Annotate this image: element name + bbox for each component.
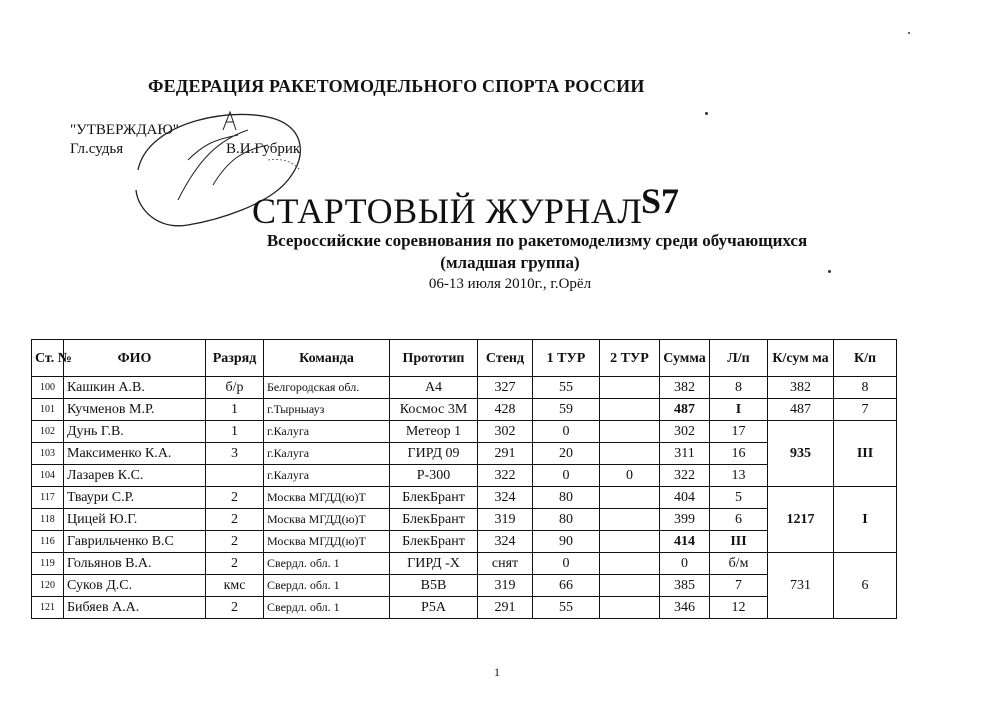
results-body: [32, 377, 897, 619]
competition-group: (младшая группа): [440, 253, 580, 272]
round1-score: 66: [533, 575, 600, 597]
stand-score: 291: [478, 597, 533, 619]
total-sum: 487: [660, 399, 710, 421]
table-row: [32, 553, 897, 575]
header-rank: Разряд: [206, 340, 264, 377]
stand-score: 428: [478, 399, 533, 421]
rank: 2: [206, 597, 264, 619]
table-row: [32, 575, 897, 597]
round2-score: [600, 377, 660, 399]
table-row: [32, 421, 897, 443]
place: 17: [710, 421, 768, 443]
rank: б/р: [206, 377, 264, 399]
round2-score: [600, 531, 660, 553]
total-sum: 414: [660, 531, 710, 553]
athlete-name: Суков Д.С.: [64, 575, 206, 597]
prototype: Метеор 1: [390, 421, 478, 443]
start-number: 101: [32, 399, 64, 421]
table-header-row: [32, 340, 897, 377]
table-row: [32, 443, 897, 465]
rank: 3: [206, 443, 264, 465]
table-row: [32, 531, 897, 553]
place: I: [710, 399, 768, 421]
start-number: 116: [32, 531, 64, 553]
rank: 1: [206, 399, 264, 421]
header-sum: Сумма: [660, 340, 710, 377]
place: 13: [710, 465, 768, 487]
rank: 2: [206, 509, 264, 531]
athlete-name: Гаврильченко В.С: [64, 531, 206, 553]
competition-dates: 06-13 июля 2010г., г.Орёл: [428, 276, 592, 292]
prototype: Р5А: [390, 597, 478, 619]
round1-score: 80: [533, 509, 600, 531]
prototype: БлекБрант: [390, 531, 478, 553]
header-team-place: К/п: [834, 340, 897, 377]
start-number: 119: [32, 553, 64, 575]
round1-score: 55: [533, 377, 600, 399]
team-place: I: [834, 487, 897, 553]
round1-score: 90: [533, 531, 600, 553]
header-round1: 1 ТУР: [533, 340, 600, 377]
header-stand: Стенд: [478, 340, 533, 377]
team-place: 6: [834, 553, 897, 619]
chief-judge-name: В.И.Губрик: [226, 141, 301, 157]
start-number: 103: [32, 443, 64, 465]
total-sum: 322: [660, 465, 710, 487]
round1-score: 0: [533, 421, 600, 443]
table-row: [32, 509, 897, 531]
round1-score: 0: [533, 465, 600, 487]
round2-score: [600, 399, 660, 421]
team-sum: 487: [768, 399, 834, 421]
place: 7: [710, 575, 768, 597]
table-row: [32, 465, 897, 487]
team-place: 7: [834, 399, 897, 421]
team: Москва МГДД(ю)Т: [264, 487, 390, 509]
athlete-name: Лазарев К.С.: [64, 465, 206, 487]
athlete-name: Бибяев А.А.: [64, 597, 206, 619]
team: Свердл. обл. 1: [264, 553, 390, 575]
total-sum: 0: [660, 553, 710, 575]
table-row: [32, 399, 897, 421]
header-round2: 2 ТУР: [600, 340, 660, 377]
start-number: 117: [32, 487, 64, 509]
round2-score: 0: [600, 465, 660, 487]
rank: 1: [206, 421, 264, 443]
total-sum: 399: [660, 509, 710, 531]
stand-score: 319: [478, 575, 533, 597]
total-sum: 385: [660, 575, 710, 597]
round2-score: [600, 553, 660, 575]
rank: 2: [206, 553, 264, 575]
round1-score: 0: [533, 553, 600, 575]
total-sum: 382: [660, 377, 710, 399]
place: 12: [710, 597, 768, 619]
team: г.Калуга: [264, 443, 390, 465]
chief-judge-label: Гл.судья: [70, 141, 124, 157]
stand-score: 302: [478, 421, 533, 443]
header-place: Л/п: [710, 340, 768, 377]
round1-score: 20: [533, 443, 600, 465]
federation-title: ФЕДЕРАЦИЯ РАКЕТОМОДЕЛЬНОГО СПОРТА РОССИИ: [148, 76, 645, 96]
team: Свердл. обл. 1: [264, 575, 390, 597]
stand-score: 324: [478, 531, 533, 553]
prototype: ГИРД 09: [390, 443, 478, 465]
team: Белгородская обл.: [264, 377, 390, 399]
athlete-name: Максименко К.А.: [64, 443, 206, 465]
prototype: Космос 3М: [390, 399, 478, 421]
round2-score: [600, 421, 660, 443]
place: б/м: [710, 553, 768, 575]
header-name: ФИО: [64, 340, 206, 377]
prototype: А4: [390, 377, 478, 399]
athlete-name: Кашкин А.В.: [64, 377, 206, 399]
round1-score: 80: [533, 487, 600, 509]
rank: [206, 465, 264, 487]
team-sum: 935: [768, 421, 834, 487]
rank: 2: [206, 487, 264, 509]
place: 8: [710, 377, 768, 399]
athlete-name: Цицей Ю.Г.: [64, 509, 206, 531]
team-sum: 731: [768, 553, 834, 619]
total-sum: 404: [660, 487, 710, 509]
team: г.Калуга: [264, 421, 390, 443]
team-sum: 1217: [768, 487, 834, 553]
round2-score: [600, 575, 660, 597]
results-table: [31, 339, 897, 619]
team: Москва МГДД(ю)Т: [264, 509, 390, 531]
approve-stamp: "УТВЕРЖДАЮ": [70, 122, 179, 138]
total-sum: 346: [660, 597, 710, 619]
stand-score: 319: [478, 509, 533, 531]
prototype: В5В: [390, 575, 478, 597]
header-team-sum: К/сум ма: [768, 340, 834, 377]
header-no: Ст. №: [32, 340, 64, 377]
athlete-name: Дунь Г.В.: [64, 421, 206, 443]
athlete-name: Кучменов М.Р.: [64, 399, 206, 421]
event-code: S7: [641, 181, 680, 221]
stand-score: 291: [478, 443, 533, 465]
stand-score: снят: [478, 553, 533, 575]
place: 6: [710, 509, 768, 531]
header-prototype: Прототип: [390, 340, 478, 377]
round2-score: [600, 509, 660, 531]
athlete-name: Гольянов В.А.: [64, 553, 206, 575]
table-row: [32, 487, 897, 509]
team: г.Калуга: [264, 465, 390, 487]
athlete-name: Тваури С.Р.: [64, 487, 206, 509]
page-number: 1: [494, 665, 500, 679]
team-sum: 382: [768, 377, 834, 399]
speck-decoration: [908, 32, 910, 34]
team: г.Тырныауз: [264, 399, 390, 421]
total-sum: 302: [660, 421, 710, 443]
start-number: 121: [32, 597, 64, 619]
round2-score: [600, 597, 660, 619]
table-row: [32, 377, 897, 399]
header-team: Команда: [264, 340, 390, 377]
round2-score: [600, 443, 660, 465]
round2-score: [600, 487, 660, 509]
start-number: 102: [32, 421, 64, 443]
prototype: БлекБрант: [390, 487, 478, 509]
round1-score: 59: [533, 399, 600, 421]
rank: 2: [206, 531, 264, 553]
prototype: БлекБрант: [390, 509, 478, 531]
prototype: Р-300: [390, 465, 478, 487]
start-number: 100: [32, 377, 64, 399]
team-place: 8: [834, 377, 897, 399]
stand-score: 322: [478, 465, 533, 487]
team-place: III: [834, 421, 897, 487]
stand-score: 324: [478, 487, 533, 509]
team: Москва МГДД(ю)Т: [264, 531, 390, 553]
stand-score: 327: [478, 377, 533, 399]
total-sum: 311: [660, 443, 710, 465]
journal-title: СТАРТОВЫЙ ЖУРНАЛ: [252, 191, 643, 231]
start-number: 104: [32, 465, 64, 487]
prototype: ГИРД -Х: [390, 553, 478, 575]
place: III: [710, 531, 768, 553]
rank: кмс: [206, 575, 264, 597]
place: 16: [710, 443, 768, 465]
round1-score: 55: [533, 597, 600, 619]
team: Свердл. обл. 1: [264, 597, 390, 619]
place: 5: [710, 487, 768, 509]
speck-decoration: [705, 112, 708, 115]
start-number: 120: [32, 575, 64, 597]
start-number: 118: [32, 509, 64, 531]
table-row: [32, 597, 897, 619]
competition-name: Всероссийские соревнования по ракетомоделизму среди обучающихся: [266, 231, 808, 250]
